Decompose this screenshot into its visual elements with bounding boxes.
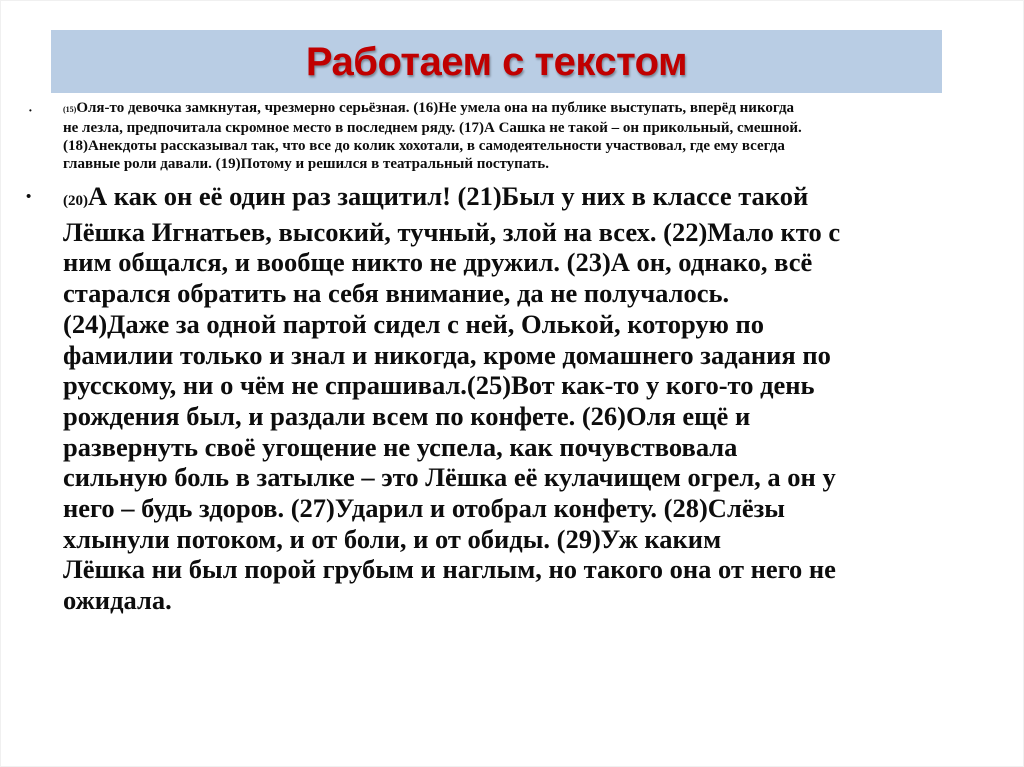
text-line: Лёшка Игнатьев, высокий, тучный, злой на всех. (22)Мало кто с: [63, 216, 841, 247]
text-line: главные роли давали. (19)Потому и решился в театральный поступать.: [63, 156, 549, 172]
sentence-number: (15): [63, 105, 77, 114]
slide-title: Работаем с текстом: [305, 39, 688, 84]
text-line: (20)А как он её один раз защитил! (21)Был у них в классе такой: [63, 181, 809, 211]
bullet-paragraph-large: [21, 181, 993, 616]
text-line: фамилии только и знал и никогда, кроме домашнего задания по: [63, 339, 831, 370]
title-banner: [51, 30, 942, 93]
text-line: рождения был, и раздали всем по конфете. (26)Оля ещё и: [63, 400, 751, 431]
bullet-paragraph-small: [21, 99, 983, 173]
text-line: Лёшка ни был порой грубым и наглым, но такого она от него не: [63, 554, 836, 585]
text-line: ожидала.: [63, 585, 172, 616]
text-line: сильную боль в затылке – это Лёшка её кулачищем огрел, а он у: [63, 462, 836, 493]
text-line: хлынули потоком, и от боли, и от обиды. (29)Уж каким: [63, 523, 722, 554]
text-line: русскому, ни о чём не спрашивал.(25)Вот как-то у кого-то день: [63, 370, 815, 401]
text-line: не лезла, предпочитала скромное место в последнем ряду. (17)А Сашка не такой – он прикольный, смешной.: [63, 120, 802, 136]
text-line: (24)Даже за одной партой сидел с ней, Олькой, которую по: [63, 308, 765, 339]
text-line: ним общался, и вообще никто не дружил. (23)А он, однако, всё: [63, 247, 813, 278]
text-line: него – будь здоров. (27)Ударил и отобрал конфету. (28)Слёзы: [63, 493, 785, 524]
sentence-number: (20): [63, 193, 88, 209]
text-line: старался обратить на себя внимание, да не получалось.: [63, 278, 730, 309]
bullet-icon: •: [26, 188, 32, 205]
text-line: (18)Анекдоты рассказывал так, что все до колик хохотали, в самодеятельности участвовал, где ему всегда: [63, 138, 785, 154]
text-line: (15)Оля-то девочка замкнутая, чрезмерно серьёзная. (16)Не умела она на публике выступать, вперёд никогда: [63, 100, 795, 116]
text-line: развернуть своё угощение не успела, как почувствовала: [63, 431, 738, 462]
slide-content: [21, 99, 981, 616]
bullet-icon: •: [29, 106, 32, 115]
